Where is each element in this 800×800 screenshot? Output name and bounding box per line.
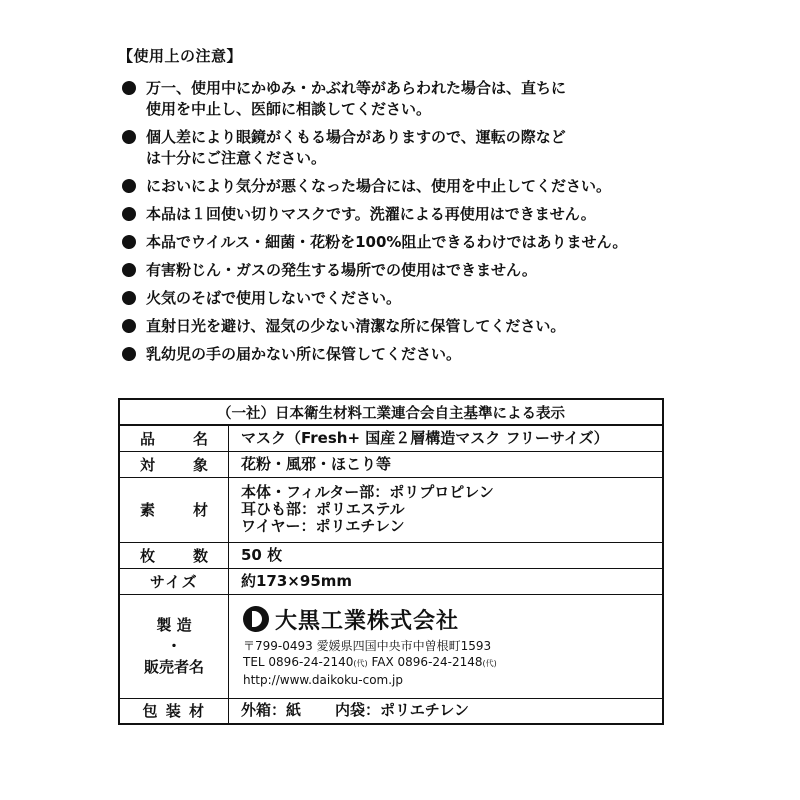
row-label-maker bbox=[119, 594, 229, 698]
caution-text-line1: 個人差により眼鏡がくもる場合がありますので、運転の際など bbox=[146, 128, 566, 146]
row-label-char: 数 bbox=[192, 546, 208, 565]
table-row-product-name bbox=[119, 425, 663, 451]
row-value-maker bbox=[229, 594, 664, 698]
company-name: 大黒工業株式会社 bbox=[275, 608, 460, 634]
table-row-count bbox=[119, 542, 663, 568]
table-row-maker bbox=[119, 594, 663, 698]
spec-table bbox=[118, 398, 664, 725]
packaging-outer: 外箱：紙 bbox=[241, 701, 302, 720]
caution-item bbox=[118, 316, 698, 337]
caution-text-line1: においにより気分が悪くなった場合には、使用を中止してください。 bbox=[146, 177, 612, 195]
caution-text-line1: 火気のそばで使用しないでください。 bbox=[146, 289, 402, 307]
row-label-count bbox=[119, 542, 229, 568]
row-label-packaging: 包 装 材 bbox=[119, 698, 229, 724]
row-label-char: 対 bbox=[140, 455, 156, 474]
company-line bbox=[243, 604, 662, 634]
caution-text-line2: 使用を中止し、医師に相談してください。 bbox=[146, 100, 432, 118]
bullet-icon bbox=[122, 207, 136, 221]
caution-item bbox=[118, 176, 698, 197]
row-label-char: 材 bbox=[192, 501, 208, 519]
caution-text-line1: 直射日光を避け、湿気の少ない清潔な所に保管してください。 bbox=[146, 317, 566, 335]
maker-label-line: ・ bbox=[166, 636, 182, 655]
table-row-target bbox=[119, 451, 663, 477]
table-row-packaging bbox=[119, 698, 663, 724]
caution-text-line1: 本品でウイルス・細菌・花粉を100%阻止できるわけではありません。 bbox=[146, 233, 628, 251]
caution-item bbox=[118, 288, 698, 309]
row-value-size: 約173×95mm bbox=[229, 568, 664, 594]
table-row-size bbox=[119, 568, 663, 594]
company-tel: TEL 0896-24-2140 bbox=[243, 655, 354, 669]
bullet-icon bbox=[122, 347, 136, 361]
row-label-char: 品 bbox=[140, 429, 156, 448]
company-fax-suffix: (代) bbox=[482, 659, 497, 668]
maker-label-line: 製 造 bbox=[156, 615, 192, 634]
row-label-size: サイズ bbox=[119, 568, 229, 594]
material-line: ワイヤー：ポリエチレン bbox=[241, 517, 405, 535]
caution-text-line1: 万一、使用中にかゆみ・かぶれ等があらわれた場合は、直ちに bbox=[146, 79, 567, 97]
bullet-icon bbox=[122, 263, 136, 277]
caution-item bbox=[118, 204, 698, 225]
bullet-icon bbox=[122, 235, 136, 249]
caution-item bbox=[118, 260, 698, 281]
caution-item bbox=[118, 127, 698, 169]
caution-item bbox=[118, 344, 698, 365]
row-value-packaging bbox=[229, 698, 664, 724]
spec-table-header: （一社）日本衛生材料工業連合会自主基準による表示 bbox=[119, 399, 663, 425]
company-phone-fax bbox=[243, 654, 662, 672]
row-value-count: 50 枚 bbox=[229, 542, 664, 568]
cautions-title: 【使用上の注意】 bbox=[118, 47, 243, 65]
row-value-material bbox=[229, 477, 664, 542]
company-address: 〒799-0493 愛媛県四国中央市中曽根町1593 bbox=[243, 639, 492, 653]
row-label-char: 象 bbox=[192, 455, 208, 474]
row-value-product-name: マスク（Fresh+ 国産２層構造マスク フリーサイズ） bbox=[229, 425, 664, 451]
company-url: http://www.daikoku-com.jp bbox=[243, 673, 403, 687]
caution-item bbox=[118, 232, 698, 253]
table-row-material bbox=[119, 477, 663, 542]
company-logo-icon bbox=[243, 606, 269, 632]
bullet-icon bbox=[122, 319, 136, 333]
caution-list bbox=[118, 78, 698, 365]
row-label-char: 名 bbox=[192, 429, 208, 448]
row-label-product-name bbox=[119, 425, 229, 451]
row-value-target: 花粉・風邪・ほこり等 bbox=[229, 451, 664, 477]
company-tel-suffix: (代) bbox=[353, 659, 368, 668]
caution-text-line1: 乳幼児の手の届かない所に保管してください。 bbox=[146, 345, 462, 363]
row-label-char: 素 bbox=[140, 501, 156, 519]
bullet-icon bbox=[122, 130, 136, 144]
bullet-icon bbox=[122, 81, 136, 95]
maker-label-line: 販売者名 bbox=[143, 657, 204, 676]
bullet-icon bbox=[122, 179, 136, 193]
cautions-section bbox=[118, 46, 698, 372]
row-label-char: 枚 bbox=[140, 546, 156, 565]
packaging-inner: 内袋：ポリエチレン bbox=[335, 701, 470, 720]
row-label-target bbox=[119, 451, 229, 477]
bullet-icon bbox=[122, 291, 136, 305]
caution-text-line1: 有害粉じん・ガスの発生する場所での使用はできません。 bbox=[146, 261, 537, 279]
caution-text-line2: は十分にご注意ください。 bbox=[146, 149, 327, 167]
caution-item bbox=[118, 78, 698, 120]
row-label-material bbox=[119, 477, 229, 542]
material-line: 耳ひも部：ポリエステル bbox=[241, 500, 405, 518]
material-line: 本体・フィルター部：ポリプロピレン bbox=[241, 483, 494, 501]
caution-text-line1: 本品は１回使い切りマスクです。洗濯による再使用はできません。 bbox=[146, 205, 596, 223]
company-fax: FAX 0896-24-2148 bbox=[367, 655, 483, 669]
